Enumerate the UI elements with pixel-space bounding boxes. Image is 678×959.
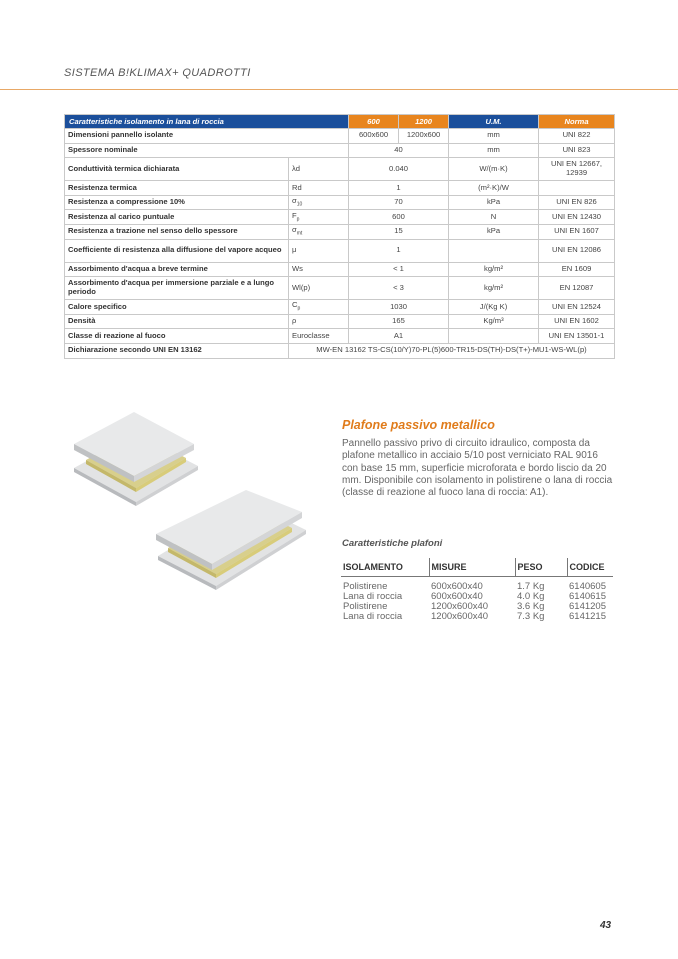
spec-header-row bbox=[65, 115, 615, 129]
cell-misure: 1200x600x40 bbox=[431, 601, 489, 613]
row-label: Resistenza termica bbox=[65, 181, 289, 196]
row-label: Resistenza a trazione nel senso dello spessore bbox=[65, 224, 289, 239]
row-declaration-code: MW-EN 13162 TS-CS(10/Y)70-PL(5)600-TR15-DS(TH)-DS(T+)-MU1-WS-WL(p) bbox=[289, 343, 615, 358]
header-divider bbox=[0, 89, 678, 90]
table-row bbox=[65, 224, 615, 239]
row-symbol-sub: p bbox=[296, 216, 300, 223]
cell-isolamento: Lana di roccia bbox=[343, 590, 403, 602]
table-row bbox=[65, 277, 615, 300]
col-codice: CODICE bbox=[567, 558, 613, 576]
col-isolamento: ISOLAMENTO bbox=[341, 558, 429, 576]
spec-header-name: Caratteristiche isolamento in lana di roccia bbox=[65, 115, 349, 129]
row-value: 1 bbox=[349, 239, 449, 262]
row-unit: kg/m² bbox=[449, 277, 539, 300]
row-label: Dichiarazione secondo UNI EN 13162 bbox=[65, 343, 289, 358]
row-symbol-cell bbox=[289, 195, 349, 210]
row-value: 70 bbox=[349, 195, 449, 210]
col-peso: PESO bbox=[515, 558, 567, 576]
row-label: Resistenza al carico puntuale bbox=[65, 210, 289, 225]
row-symbol: Ws bbox=[289, 262, 349, 277]
row-symbol-sub: mt bbox=[296, 230, 303, 237]
row-unit: N bbox=[449, 210, 539, 225]
row-unit: J/(Kg K) bbox=[449, 300, 539, 315]
row-unit: kPa bbox=[449, 224, 539, 239]
row-value: 15 bbox=[349, 224, 449, 239]
row-symbol: λd bbox=[289, 158, 349, 181]
row-symbol-cell bbox=[289, 300, 349, 315]
table-row bbox=[65, 158, 615, 181]
row-norma: EN 1609 bbox=[539, 262, 615, 277]
cell-misure: 600x600x40 bbox=[431, 590, 483, 602]
row-unit: (m²·K)/W bbox=[449, 181, 539, 196]
spec-header-um: U.M. bbox=[449, 115, 539, 129]
row-symbol: C bbox=[292, 300, 298, 310]
row-label: Coefficiente di resistenza alla diffusione del vapore acqueo bbox=[65, 239, 289, 262]
page-header-title: SISTEMA B!KLIMAX+ QUADROTTI bbox=[64, 67, 251, 79]
product-table-header bbox=[341, 558, 613, 576]
cell-codice: 6141205 bbox=[569, 601, 606, 613]
row-symbol: ρ bbox=[289, 314, 349, 329]
table-row bbox=[65, 262, 615, 277]
row-norma: UNI EN 12086 bbox=[539, 239, 615, 262]
table-row bbox=[65, 329, 615, 344]
row-label: Calore specifico bbox=[65, 300, 289, 315]
cell-misure: 600x600x40 bbox=[431, 580, 483, 592]
cell-codice: 6140605 bbox=[569, 580, 606, 592]
row-norma: UNI EN 12430 bbox=[539, 210, 615, 225]
row-unit bbox=[449, 239, 539, 262]
spec-header-norma: Norma bbox=[539, 115, 615, 129]
table-row bbox=[65, 143, 615, 158]
row-symbol: F bbox=[292, 210, 297, 220]
row-norma: UNI EN 826 bbox=[539, 195, 615, 210]
row-unit: kg/m² bbox=[449, 262, 539, 277]
product-description: Pannello passivo privo di circuito idraulico, composta da plafone metallico in acciaio 5/10 post verniciato RAL 9016 con base 15 mm, superficie microforata e bordo liscio da 20 mm. Disponibile con isolamento in polistirene o lana di roccia (classe di reazione al fuoco lana di roccia: A1). bbox=[342, 438, 613, 499]
row-value: 600 bbox=[349, 210, 449, 225]
row-norma: UNI EN 1602 bbox=[539, 314, 615, 329]
row-unit bbox=[449, 329, 539, 344]
row-value: < 3 bbox=[349, 277, 449, 300]
row-norma: UNI 822 bbox=[539, 129, 615, 144]
row-value: < 1 bbox=[349, 262, 449, 277]
cell-peso: 1.7 Kg bbox=[517, 580, 545, 592]
row-value: 0.040 bbox=[349, 158, 449, 181]
row-norma bbox=[539, 181, 615, 196]
table-row bbox=[341, 576, 613, 592]
cell-peso: 4.0 Kg bbox=[517, 590, 545, 602]
row-symbol: σ bbox=[292, 195, 297, 205]
table-row bbox=[65, 129, 615, 144]
row-symbol-cell bbox=[289, 210, 349, 225]
row-norma: UNI EN 1607 bbox=[539, 224, 615, 239]
table-row bbox=[65, 239, 615, 262]
row-unit: W/(m·K) bbox=[449, 158, 539, 181]
cell-isolamento: Polistirene bbox=[343, 580, 388, 592]
row-value: A1 bbox=[349, 329, 449, 344]
product-title: Plafone passivo metallico bbox=[342, 418, 495, 432]
panel-1200-image bbox=[152, 486, 312, 596]
table-row bbox=[65, 343, 615, 358]
cell-peso: 7.3 Kg bbox=[517, 611, 545, 623]
table-row bbox=[65, 181, 615, 196]
table-row bbox=[65, 300, 615, 315]
row-value: 1030 bbox=[349, 300, 449, 315]
row-value-600: 600x600 bbox=[349, 129, 399, 144]
row-symbol-sub: 10 bbox=[296, 201, 303, 208]
row-unit: kPa bbox=[449, 195, 539, 210]
col-misure: MISURE bbox=[429, 558, 515, 576]
row-label: Dimensioni pannello isolante bbox=[65, 129, 349, 144]
product-table-title: Caratteristiche plafoni bbox=[342, 538, 443, 549]
row-label: Densità bbox=[65, 314, 289, 329]
page-number: 43 bbox=[600, 920, 612, 931]
row-label: Spessore nominale bbox=[65, 143, 349, 158]
row-unit: mm bbox=[449, 129, 539, 144]
insulation-spec-table bbox=[64, 114, 615, 359]
row-label: Assorbimento d'acqua a breve termine bbox=[65, 262, 289, 277]
row-unit: mm bbox=[449, 143, 539, 158]
row-symbol: Rd bbox=[289, 181, 349, 196]
row-symbol: Wl(p) bbox=[289, 277, 349, 300]
row-value: 40 bbox=[349, 143, 449, 158]
cell-misure: 1200x600x40 bbox=[431, 611, 489, 623]
row-value: 1 bbox=[349, 181, 449, 196]
cell-codice: 6140615 bbox=[569, 590, 606, 602]
spec-header-1200: 1200 bbox=[399, 115, 449, 129]
row-norma: UNI 823 bbox=[539, 143, 615, 158]
row-symbol-sub: p bbox=[297, 305, 301, 312]
row-value: 165 bbox=[349, 314, 449, 329]
row-label: Resistenza a compressione 10% bbox=[65, 195, 289, 210]
row-unit: Kg/m³ bbox=[449, 314, 539, 329]
row-symbol: σ bbox=[292, 225, 297, 235]
table-row bbox=[65, 210, 615, 225]
row-value-1200: 1200x600 bbox=[399, 129, 449, 144]
table-row bbox=[341, 612, 613, 622]
cell-codice: 6141215 bbox=[569, 611, 606, 623]
cell-peso: 3.6 Kg bbox=[517, 601, 545, 613]
row-norma: EN 12087 bbox=[539, 277, 615, 300]
row-label: Classe di reazione al fuoco bbox=[65, 329, 289, 344]
row-norma: UNI EN 12667, 12939 bbox=[539, 158, 615, 181]
table-row bbox=[65, 314, 615, 329]
row-label: Assorbimento d'acqua per immersione parziale e a lungo periodo bbox=[65, 277, 289, 300]
row-norma: UNI EN 12524 bbox=[539, 300, 615, 315]
spec-header-600: 600 bbox=[349, 115, 399, 129]
row-label: Conduttività termica dichiarata bbox=[65, 158, 289, 181]
row-symbol: μ bbox=[289, 239, 349, 262]
cell-isolamento: Polistirene bbox=[343, 601, 388, 613]
row-symbol-cell bbox=[289, 224, 349, 239]
ceiling-panels-table bbox=[341, 558, 613, 623]
row-symbol: Euroclasse bbox=[289, 329, 349, 344]
row-norma: UNI EN 13501-1 bbox=[539, 329, 615, 344]
table-row bbox=[65, 195, 615, 210]
cell-isolamento: Lana di roccia bbox=[343, 611, 403, 623]
